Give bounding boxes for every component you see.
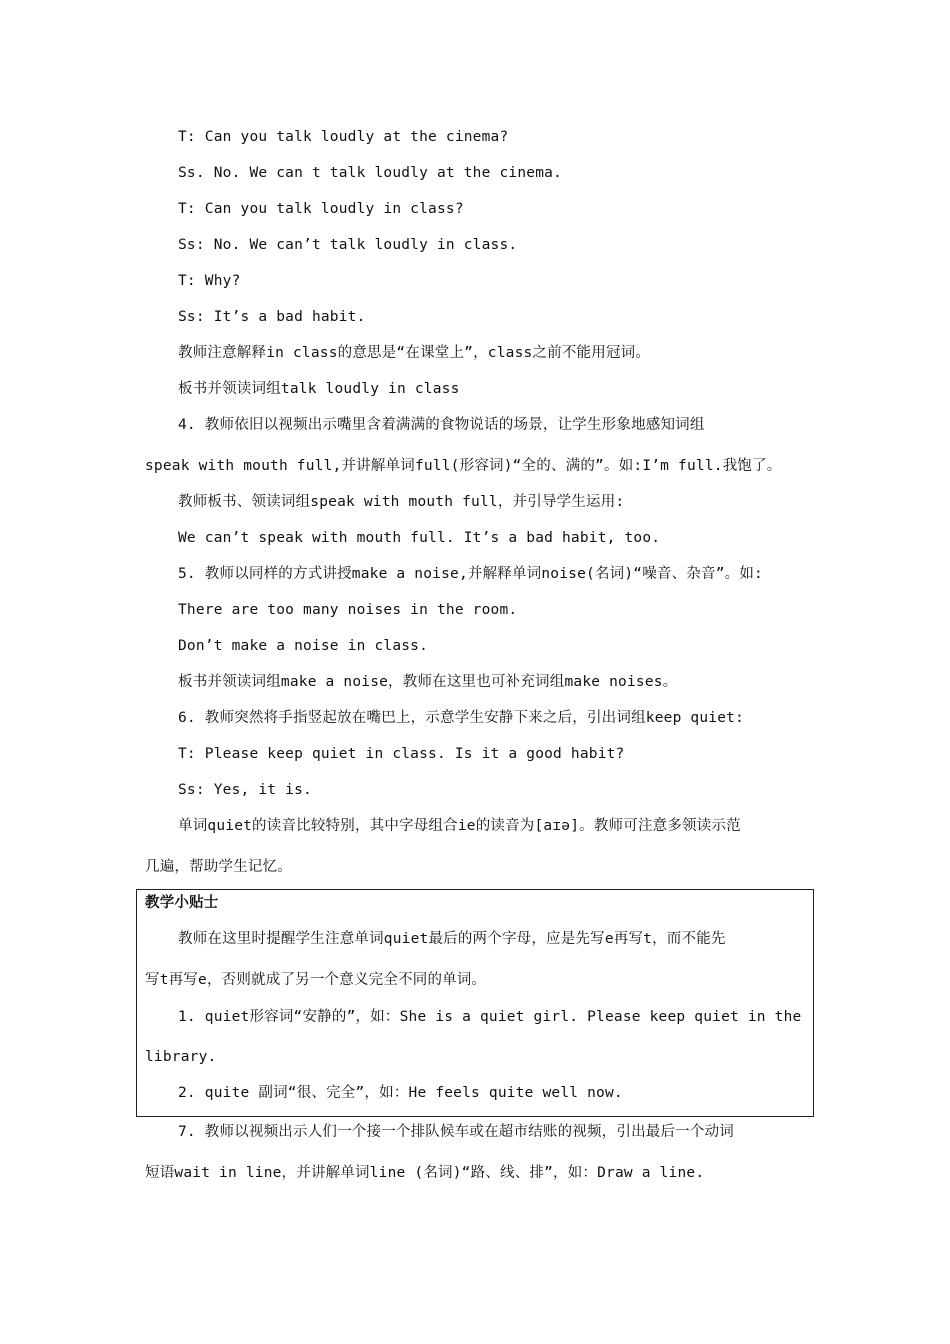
paragraph-line: 短语wait in line，并讲解单词line (名词)“路、线、排”，如：Draw a line. — [145, 1165, 705, 1181]
dialogue-line: Ss: No. We can’t talk loudly in class. — [178, 237, 518, 253]
dialogue-line: T: Why? — [178, 273, 241, 289]
dialogue-line: T: Can you talk loudly in class? — [178, 201, 464, 217]
tips-line: 写t再写e，否则就成了另一个意义完全不同的单词。 — [145, 972, 487, 988]
example-sentence: There are too many noises in the room. — [178, 602, 518, 618]
paragraph-line: 板书并领读词组talk loudly in class — [178, 381, 460, 397]
tips-line: 1. quiet形容词“安静的”，如：She is a quiet girl. Please keep quiet in the — [178, 1009, 802, 1025]
dialogue-line: Ss. No. We can t talk loudly at the cinema. — [178, 165, 562, 181]
paragraph-line: 5. 教师以同样的方式讲授make a noise,并解释单词noise(名词)“噪音、杂音”。如: — [178, 566, 763, 582]
dialogue-line: Ss: Yes, it is. — [178, 782, 312, 798]
dialogue-line: T: Can you talk loudly at the cinema? — [178, 129, 509, 145]
paragraph-line: 单词quiet的读音比较特别，其中字母组合ie的读音为[aɪə]。教师可注意多领读示范 — [178, 818, 741, 834]
tips-line: library. — [145, 1049, 217, 1065]
tips-line: 2. quite 副词“很、完全”，如：He feels quite well now. — [178, 1085, 623, 1101]
paragraph-line: 4. 教师依旧以视频出示嘴里含着满满的食物说话的场景，让学生形象地感知词组 — [178, 417, 705, 433]
paragraph-line: 6. 教师突然将手指竖起放在嘴巴上，示意学生安静下来之后，引出词组keep quiet: — [178, 710, 745, 726]
paragraph-line: 7. 教师以视频出示人们一个接一个排队候车或在超市结账的视频，引出最后一个动词 — [178, 1124, 734, 1140]
tips-title: 教学小贴士 — [145, 895, 219, 911]
dialogue-line: Ss: It’s a bad habit. — [178, 309, 366, 325]
example-sentence: We can’t speak with mouth full. It’s a bad habit, too. — [178, 530, 661, 546]
paragraph-line: 教师板书、领读词组speak with mouth full，并引导学生运用: — [178, 494, 625, 510]
paragraph-line: 教师注意解释in class的意思是“在课堂上”，class之前不能用冠词。 — [178, 345, 651, 361]
paragraph-line: 几遍，帮助学生记忆。 — [145, 859, 292, 875]
tips-line: 教师在这里时提醒学生注意单词quiet最后的两个字母，应是先写e再写t，而不能先 — [178, 931, 726, 947]
paragraph-line: 板书并领读词组make a noise，教师在这里也可补充词组make noises。 — [178, 674, 678, 690]
paragraph-line: speak with mouth full,并讲解单词full(形容词)“全的、满的”。如:I’m full.我饱了。 — [145, 458, 782, 474]
example-sentence: Don’t make a noise in class. — [178, 638, 429, 654]
dialogue-line: T: Please keep quiet in class. Is it a good habit? — [178, 746, 625, 762]
